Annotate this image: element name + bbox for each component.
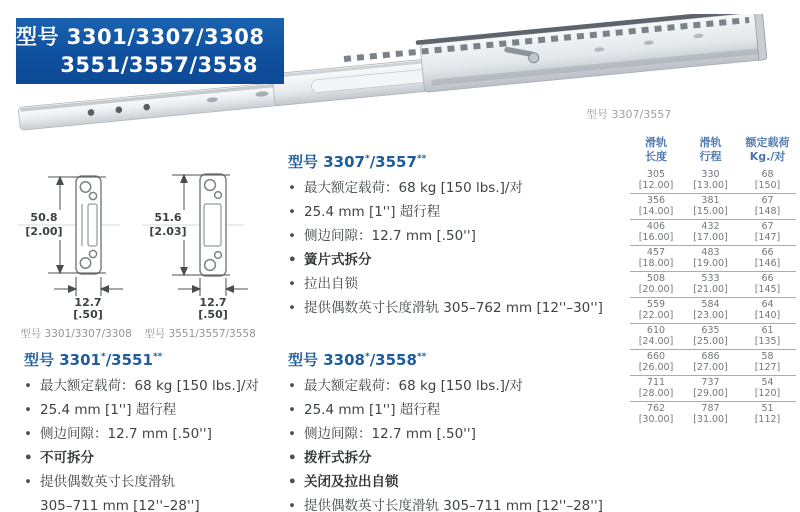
spec-bullet <box>288 204 620 221</box>
table-row <box>630 324 796 350</box>
value-inch: [26.00] <box>638 361 674 373</box>
value-lb: [146] <box>754 257 781 269</box>
spec-text: 最大额定载荷：68 kg [150 lbs.]/对 <box>40 378 259 394</box>
spec-title-3307 <box>288 150 620 172</box>
value-mm: 305 <box>646 169 666 180</box>
cell-travel <box>682 222 739 243</box>
model-title-part: /3551 <box>105 351 153 369</box>
cell-length <box>630 378 682 399</box>
table-row <box>630 350 796 376</box>
cell-length <box>630 274 682 295</box>
value-inch: [27.00] <box>693 361 728 373</box>
height-dimension-inch: [2.00] <box>25 225 63 238</box>
spec-bullet <box>24 474 286 491</box>
value-inch: [25.00] <box>693 335 728 347</box>
cell-length <box>630 300 682 321</box>
column-header-travel <box>682 136 739 163</box>
value-mm: 584 <box>701 299 720 310</box>
header-line: 行程 <box>699 149 722 163</box>
spec-text: 簧片式拆分 <box>304 252 372 268</box>
value-mm: 533 <box>701 273 720 284</box>
model-title-part: 型号 3307 <box>288 153 365 171</box>
spec-text: 25.4 mm [1''] 超行程 <box>304 402 441 418</box>
cell-travel <box>682 274 739 295</box>
value-mm: 660 <box>646 351 666 362</box>
spec-text: 最大额定载荷：68 kg [150 lbs.]/对 <box>304 180 523 196</box>
spec-bullet <box>288 402 636 419</box>
value-kg: 67 <box>761 221 774 232</box>
bullet-icon <box>288 450 304 467</box>
value-mm: 610 <box>646 325 666 336</box>
value-inch: [21.00] <box>693 283 728 295</box>
value-mm: 483 <box>701 247 720 258</box>
value-lb: [145] <box>754 283 781 295</box>
value-kg: 67 <box>761 195 774 206</box>
header-line: Kg./对 <box>749 149 786 163</box>
footnote-marker: ** <box>416 352 427 362</box>
cell-load <box>739 404 796 425</box>
cell-length <box>630 352 682 373</box>
spec-text: 侧边间隙：12.7 mm [.50''] <box>40 426 212 442</box>
value-kg: 58 <box>761 351 774 362</box>
bullet-icon <box>24 474 40 491</box>
cross-section-diagram <box>14 170 138 320</box>
model-title-part: /3557 <box>369 153 417 171</box>
bullet-icon <box>288 402 304 419</box>
value-mm: 330 <box>701 169 720 180</box>
value-inch: [29.00] <box>693 387 728 399</box>
spec-bullet <box>288 300 620 317</box>
spec-text: 305–711 mm [12''–28''] <box>40 498 200 512</box>
cell-travel <box>682 326 739 347</box>
value-inch: [12.00] <box>638 179 674 191</box>
value-inch: [17.00] <box>693 231 728 243</box>
value-inch: [24.00] <box>638 335 674 347</box>
value-mm: 356 <box>646 195 666 206</box>
cell-load <box>739 248 796 269</box>
height-dimension-mm: 51.6 <box>154 211 182 224</box>
width-dimension-mm: 12.7 <box>199 296 227 309</box>
value-kg: 64 <box>761 299 774 310</box>
value-inch: [19.00] <box>693 257 728 269</box>
spec-text: 25.4 mm [1''] 超行程 <box>40 402 177 418</box>
spec-bullet <box>288 252 620 269</box>
spec-bullet <box>24 426 286 443</box>
value-lb: [127] <box>754 361 781 373</box>
spec-text: 侧边间隙：12.7 mm [.50''] <box>304 228 476 244</box>
value-mm: 762 <box>646 403 666 414</box>
footnote-marker: ** <box>416 154 427 164</box>
model-title-part: /3558 <box>369 351 417 369</box>
value-lb: [147] <box>754 231 781 243</box>
cell-load <box>739 170 796 191</box>
value-mm: 559 <box>646 299 666 310</box>
bullet-icon <box>288 228 304 245</box>
cell-length <box>630 326 682 347</box>
table-row <box>630 298 796 324</box>
value-kg: 61 <box>761 325 774 336</box>
spec-section-3307 <box>288 150 620 324</box>
cell-travel <box>682 352 739 373</box>
cell-length <box>630 196 682 217</box>
value-mm: 406 <box>646 221 666 232</box>
cell-length <box>630 170 682 191</box>
header-line: 额定载荷 <box>745 136 790 149</box>
cell-load <box>739 222 796 243</box>
spec-text: 拨杆式拆分 <box>304 450 372 466</box>
bullet-icon <box>288 498 304 512</box>
spec-text: 25.4 mm [1''] 超行程 <box>304 204 441 220</box>
cell-load <box>739 300 796 321</box>
spec-text: 拉出自锁 <box>304 276 358 292</box>
product-photo-caption: 型号 3307/3557 <box>586 108 672 121</box>
table-row <box>630 168 796 194</box>
cell-load <box>739 196 796 217</box>
bullet-icon <box>288 204 304 221</box>
spec-bullet-continuation <box>24 498 286 512</box>
bullet-icon <box>24 426 40 443</box>
value-lb: [112] <box>754 413 781 425</box>
value-inch: [30.00] <box>638 413 674 425</box>
bullet-icon <box>288 276 304 293</box>
spec-text: 侧边间隙：12.7 mm [.50''] <box>304 426 476 442</box>
value-kg: 68 <box>761 169 774 180</box>
footnote-marker: * <box>364 154 370 164</box>
value-mm: 635 <box>701 325 720 336</box>
spec-bullet <box>288 180 620 197</box>
spec-text: 提供偶数英寸长度滑轨 305–762 mm [12''–30''] <box>304 300 603 316</box>
cell-travel <box>682 196 739 217</box>
spec-bullet <box>288 228 620 245</box>
cell-length <box>630 222 682 243</box>
spec-title-3308 <box>288 348 636 370</box>
spec-bullet <box>288 378 636 395</box>
drawing-caption-3551: 型号 3551/3557/3558 <box>144 328 256 340</box>
value-mm: 711 <box>646 377 666 388</box>
bullet-icon <box>288 426 304 443</box>
spec-bullet <box>24 402 286 419</box>
drawing-caption-3301: 型号 3301/3307/3308 <box>20 328 132 340</box>
cell-travel <box>682 300 739 321</box>
title-line-1: 型号 3301/3307/3308 <box>16 25 265 49</box>
title-line-2: 3551/3557/3558 <box>60 53 258 77</box>
cell-travel <box>682 248 739 269</box>
spec-text: 不可拆分 <box>40 450 94 466</box>
cross-section-diagram <box>138 170 262 320</box>
table-row <box>630 220 796 246</box>
cell-travel <box>682 378 739 399</box>
spec-bullet <box>288 276 620 293</box>
bullet-icon <box>288 378 304 395</box>
cross-section-drawing-3301 <box>14 170 138 341</box>
value-inch: [15.00] <box>693 205 728 217</box>
header-line: 长度 <box>645 149 667 163</box>
value-lb: [150] <box>754 179 781 191</box>
spec-section-3301 <box>24 348 286 512</box>
table-row <box>630 402 796 427</box>
value-mm: 432 <box>701 221 720 232</box>
value-mm: 381 <box>701 195 720 206</box>
model-title-part: 型号 3308 <box>288 351 365 369</box>
column-header-load <box>739 136 796 163</box>
value-kg: 66 <box>761 273 774 284</box>
cell-travel <box>682 170 739 191</box>
table-row <box>630 246 796 272</box>
bullet-icon <box>288 300 304 317</box>
table-row <box>630 194 796 220</box>
spec-bullet <box>288 426 636 443</box>
header-line: 滑轨 <box>699 136 722 149</box>
value-mm: 787 <box>701 403 720 414</box>
width-dimension-inch: [.50] <box>73 308 103 320</box>
bullet-spacer <box>24 498 40 512</box>
value-inch: [20.00] <box>638 283 674 295</box>
spec-bullet <box>288 474 636 491</box>
header-line: 滑轨 <box>645 136 667 149</box>
height-dimension-mm: 50.8 <box>30 211 58 224</box>
cell-travel <box>682 404 739 425</box>
cell-load <box>739 378 796 399</box>
spec-title-3301 <box>24 348 286 370</box>
height-dimension-inch: [2.03] <box>149 225 187 238</box>
value-inch: [16.00] <box>638 231 674 243</box>
value-mm: 737 <box>701 377 720 388</box>
spec-bullet <box>24 378 286 395</box>
bullet-icon <box>24 450 40 467</box>
title-block <box>16 18 284 84</box>
value-inch: [22.00] <box>638 309 674 321</box>
table-row <box>630 376 796 402</box>
value-mm: 508 <box>646 273 666 284</box>
bullet-icon <box>288 474 304 491</box>
width-dimension-inch: [.50] <box>198 308 228 320</box>
spec-bullet <box>288 450 636 467</box>
value-kg: 51 <box>761 403 774 414</box>
column-header-length <box>630 136 682 163</box>
table-header-row <box>630 136 796 163</box>
footnote-marker: ** <box>152 352 163 362</box>
cell-load <box>739 274 796 295</box>
value-inch: [18.00] <box>638 257 674 269</box>
width-dimension-mm: 12.7 <box>74 296 102 309</box>
value-inch: [14.00] <box>638 205 674 217</box>
spec-section-3308 <box>288 348 636 512</box>
model-title-part: 型号 3301 <box>24 351 101 369</box>
footnote-marker: * <box>364 352 370 362</box>
value-mm: 686 <box>701 351 720 362</box>
value-inch: [31.00] <box>693 413 728 425</box>
cross-section-drawing-3551 <box>138 170 262 341</box>
cell-length <box>630 404 682 425</box>
value-lb: [135] <box>754 335 781 347</box>
value-lb: [120] <box>754 387 781 399</box>
footnote-marker: * <box>100 352 106 362</box>
spec-text: 提供偶数英寸长度滑轨 <box>40 474 175 490</box>
cell-length <box>630 248 682 269</box>
value-kg: 54 <box>761 377 774 388</box>
spec-bullet <box>288 498 636 512</box>
cell-load <box>739 352 796 373</box>
spec-text: 最大额定载荷：68 kg [150 lbs.]/对 <box>304 378 523 394</box>
size-table-rows <box>630 168 796 427</box>
bullet-icon <box>24 378 40 395</box>
value-lb: [148] <box>754 205 781 217</box>
bullet-icon <box>288 180 304 197</box>
value-kg: 66 <box>761 247 774 258</box>
value-inch: [23.00] <box>693 309 728 321</box>
table-row <box>630 272 796 298</box>
value-lb: [140] <box>754 309 781 321</box>
spec-text: 关闭及拉出自锁 <box>304 474 399 490</box>
size-load-table <box>630 136 796 427</box>
spec-bullet <box>24 450 286 467</box>
cell-load <box>739 326 796 347</box>
value-inch: [28.00] <box>638 387 674 399</box>
spec-text: 提供偶数英寸长度滑轨 305–711 mm [12''–28''] <box>304 498 603 512</box>
bullet-icon <box>24 402 40 419</box>
bullet-icon <box>288 252 304 269</box>
value-mm: 457 <box>646 247 666 258</box>
value-inch: [13.00] <box>693 179 728 191</box>
